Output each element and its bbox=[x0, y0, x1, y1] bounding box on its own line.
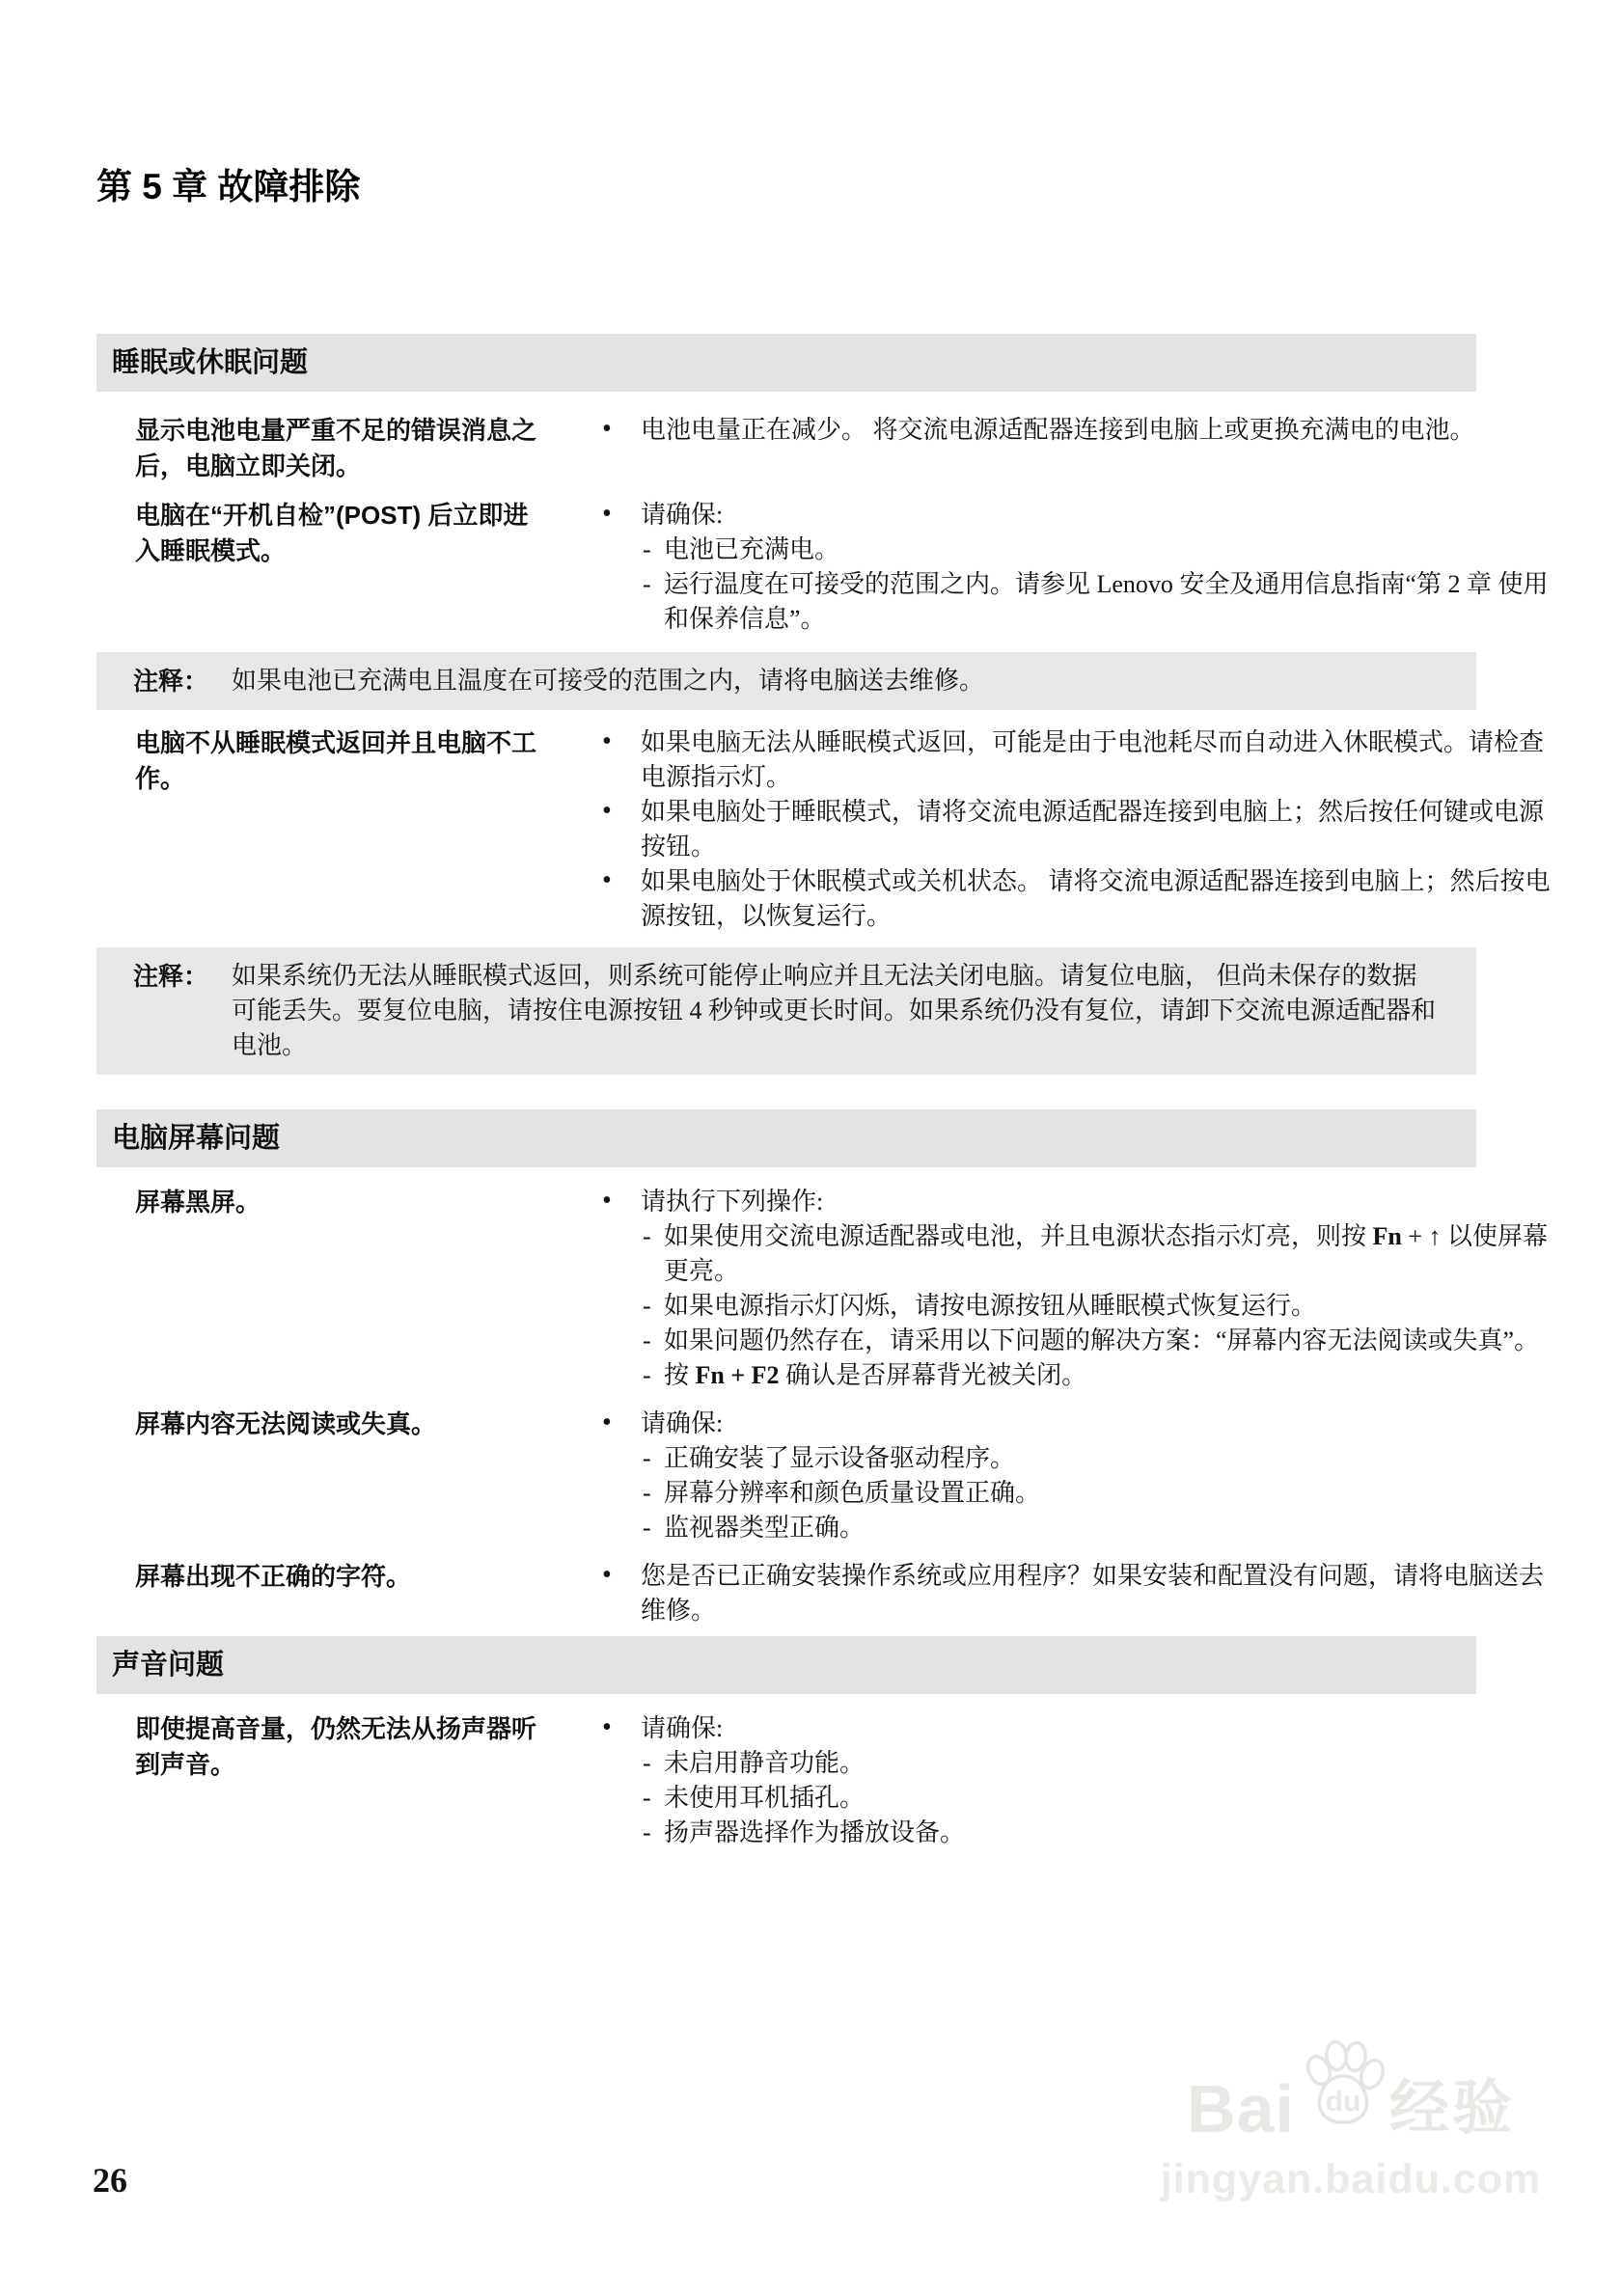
answer-subitem: - 屏幕分辨率和颜色质量设置正确。 bbox=[600, 1476, 1553, 1511]
svg-text:du: du bbox=[1325, 2086, 1361, 2118]
answer-bullet: • 请执行下列操作: bbox=[600, 1185, 1553, 1219]
answer-subitem: - 电池已充满电。 bbox=[600, 533, 1553, 567]
baidu-paw-icon bbox=[1293, 2037, 1393, 2147]
answer-cell bbox=[600, 1711, 1553, 1850]
qa-row-unreadable bbox=[135, 1407, 1553, 1545]
answer-cell bbox=[600, 498, 1553, 637]
baidu-jingyan-watermark bbox=[1139, 2070, 1563, 2201]
note-text: 如果系统仍无法从睡眠模式返回，则系统可能停止响应并且无法关闭电脑。请复位电脑， 但尚未保存的数据可能丢失。要复位电脑，请按住电源按钮 4 秒钟或更长时间。如果系统仍没有复位，请卸下交流电源适配器和电池。 bbox=[232, 962, 1437, 1059]
section-header-label: 电脑屏幕问题 bbox=[112, 1123, 281, 1154]
qa-row-battery-low bbox=[135, 413, 1553, 484]
section-header-label: 睡眠或休眠问题 bbox=[112, 347, 309, 378]
section-header-sleep bbox=[96, 334, 1476, 392]
problem-cell: 电脑在“开机自检”(POST) 后立即进入睡眠模式。 bbox=[135, 501, 529, 565]
answer-bullet: • 电池电量正在减少。 将交流电源适配器连接到电脑上或更换充满电的电池。 bbox=[600, 413, 1553, 448]
note-label: 注释： bbox=[133, 962, 209, 991]
watermark-url: jingyan.baidu.com bbox=[1160, 2156, 1542, 2202]
problem-cell: 屏幕黑屏。 bbox=[135, 1188, 261, 1216]
answer-bullet: • 请确保: bbox=[600, 498, 1553, 533]
section-header-screen bbox=[96, 1109, 1476, 1167]
answer-subitem: - 运行温度在可接受的范围之内。请参见 Lenovo 安全及通用信息指南“第 2 章 使用和保养信息”。 bbox=[600, 567, 1553, 637]
answer-bullet: • 您是否已正确安装操作系统或应用程序？如果安装和配置没有问题，请将电脑送去维修。 bbox=[600, 1559, 1553, 1628]
qa-row-black-screen bbox=[135, 1185, 1553, 1393]
answer-bullet: • 如果电脑处于睡眠模式，请将交流电源适配器连接到电脑上；然后按任何键或电源按钮。 bbox=[600, 795, 1553, 864]
answer-cell bbox=[600, 1407, 1553, 1545]
watermark-bai-text: Bai bbox=[1187, 2071, 1295, 2146]
problem-cell: 屏幕出现不正确的字符。 bbox=[135, 1562, 412, 1591]
answer-subitem: - 监视器类型正确。 bbox=[600, 1511, 1553, 1545]
problem-cell: 即使提高音量，仍然无法从扬声器听到声音。 bbox=[135, 1714, 537, 1779]
page-title: 第 5 章 故障排除 bbox=[96, 167, 361, 206]
section-header-label: 声音问题 bbox=[112, 1650, 225, 1681]
answer-bullet: • 请确保: bbox=[600, 1407, 1553, 1441]
section-header-sound bbox=[96, 1636, 1476, 1694]
watermark-logo bbox=[1139, 2070, 1563, 2147]
answer-cell bbox=[600, 413, 1553, 484]
fn-key-label: Fn bbox=[1372, 1222, 1402, 1250]
answer-subitem: - 如果电源指示灯闪烁，请按电源按钮从睡眠模式恢复运行。 bbox=[600, 1289, 1553, 1324]
answer-subitem: - 正确安装了显示设备驱动程序。 bbox=[600, 1441, 1553, 1476]
problem-cell: 显示电池电量严重不足的错误消息之后，电脑立即关闭。 bbox=[135, 416, 537, 480]
note-text: 如果电池已充满电且温度在可接受的范围之内，请将电脑送去维修。 bbox=[232, 667, 985, 695]
answer-bullet: • 如果电脑处于休眠模式或关机状态。 请将交流电源适配器连接到电脑上；然后按电源按钮，以恢复运行。 bbox=[600, 864, 1553, 934]
answer-subitem: - 按 Fn + F2 确认是否屏幕背光被关闭。 bbox=[600, 1358, 1553, 1393]
note-label: 注释： bbox=[133, 667, 209, 696]
answer-bullet: • 如果电脑无法从睡眠模式返回，可能是由于电池耗尽而自动进入休眠模式。请检查电源指示灯。 bbox=[600, 725, 1553, 795]
answer-cell bbox=[600, 1559, 1553, 1628]
answer-subitem: - 未启用静音功能。 bbox=[600, 1746, 1553, 1781]
problem-cell: 电脑不从睡眠模式返回并且电脑不工作。 bbox=[135, 728, 537, 793]
qa-row-wrong-characters bbox=[135, 1559, 1553, 1628]
answer-cell bbox=[600, 1185, 1553, 1393]
answer-subitem: - 未使用耳机插孔。 bbox=[600, 1781, 1553, 1816]
note-reset bbox=[96, 947, 1476, 1075]
answer-subitem: - 如果使用交流电源适配器或电池，并且电源状态指示灯亮，则按 Fn + ↑ 以使屏幕更亮。 bbox=[600, 1219, 1553, 1289]
answer-subitem: - 如果问题仍然存在，请采用以下问题的解决方案：“屏幕内容无法阅读或失真”。 bbox=[600, 1324, 1553, 1358]
answer-subitem: - 扬声器选择作为播放设备。 bbox=[600, 1816, 1553, 1850]
answer-bullet: • 请确保: bbox=[600, 1711, 1553, 1746]
answer-cell bbox=[600, 725, 1553, 934]
qa-row-no-resume bbox=[135, 725, 1553, 934]
qa-row-no-sound bbox=[135, 1711, 1553, 1850]
qa-row-post-sleep bbox=[135, 498, 1553, 637]
page-number: 26 bbox=[93, 2161, 127, 2200]
fn-f2-key-label: Fn + F2 bbox=[695, 1361, 780, 1389]
watermark-jingyan-text: 经验 bbox=[1388, 2075, 1515, 2142]
problem-cell: 屏幕内容无法阅读或失真。 bbox=[135, 1409, 437, 1438]
note-battery bbox=[96, 652, 1476, 710]
